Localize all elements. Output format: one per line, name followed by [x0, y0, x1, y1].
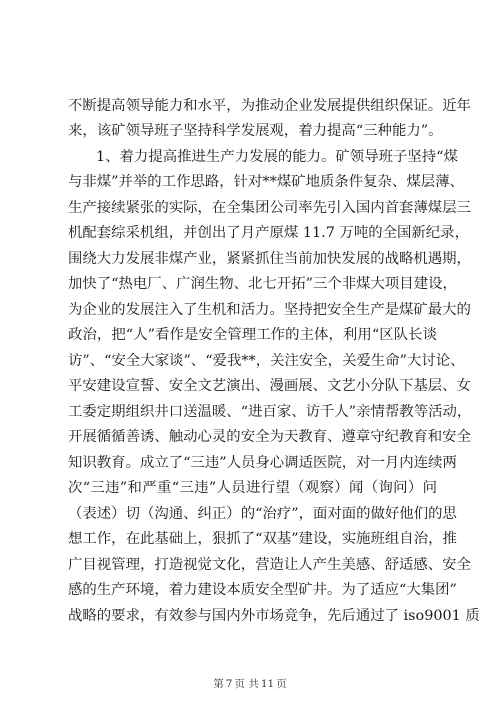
- text-line: 政治，把“人”看作是安全管理工作的主体，利用“区队长谈: [68, 327, 437, 343]
- page-suffix: 页: [276, 678, 287, 690]
- text-line: 平安建设宣誓、安全文艺演出、漫画展、文艺小分队下基层、女: [68, 378, 471, 394]
- text-line: 与非煤”并举的工作思路，针对**煤矿地质条件复杂、煤层薄、: [68, 174, 464, 190]
- page-footer: [0, 677, 500, 691]
- text-line: 来，该矿领导班子坚持科学发展观，着力提高“三种能力”。: [68, 123, 443, 139]
- text-line: 开展循循善诱、触动心灵的安全为天教育、遵章守纪教育和安全: [68, 429, 471, 445]
- text-line: 围绕大力发展非煤产业，紧紧抓住当前加快发展的战略机遇期，: [68, 251, 471, 267]
- text-line: 访”、“安全大家谈”、“爱我**，关注安全，关爱生命”大讨论、: [68, 353, 465, 369]
- current-page-number: 7: [225, 678, 233, 690]
- page-mid-label: 页 共: [234, 678, 259, 690]
- page-prefix: 第: [213, 678, 224, 690]
- text-line: 工委定期组织井口送温暖、“进百家、访千人”亲情帮教等活动，: [68, 404, 472, 420]
- text-line: 战略的要求，有效参与国内外市场竞争，先后通过了 iso9001 质: [68, 608, 480, 624]
- total-page-count: 11: [260, 678, 275, 690]
- text-line: 知识教育。成立了“三违”人员身心调适医院，对一月内连续两: [68, 455, 457, 471]
- text-line: 生产接续紧张的实际，在全集团公司率先引入国内首套薄煤层三: [68, 200, 471, 216]
- text-line: 不断提高领导能力和水平，为推动企业发展提供组织保证。近年: [68, 98, 471, 114]
- text-line: 想工作，在此基础上，狠抓了“双基”建设，实施班组自治，推: [68, 531, 457, 547]
- text-line: 次“三违”和严重“三违”人员进行望（观察）闻（询问）问: [68, 480, 437, 496]
- text-line: 加快了“热电厂、广润生物、北七开拓”三个非煤大项目建设，: [68, 276, 457, 292]
- text-line: 感的生产环境，着力建设本质安全型矿井。为了适应“大集团”: [68, 582, 457, 598]
- text-line: （表述）切（沟通、纠正）的“治疗”，面对面的做好他们的思: [68, 506, 457, 522]
- text-line: 机配套综采机组，并创出了月产原煤 11.7 万吨的全国新纪录，: [68, 225, 469, 241]
- text-line: 为企业的发展注入了生机和活力。坚持把安全生产是煤矿最大的: [68, 302, 471, 318]
- text-line: 广目视管理，打造视觉文化，营造让人产生美感、舒适感、安全: [68, 557, 471, 573]
- text-line: 1、着力提高推进生产力发展的能力。矿领导班子坚持“煤: [96, 149, 458, 165]
